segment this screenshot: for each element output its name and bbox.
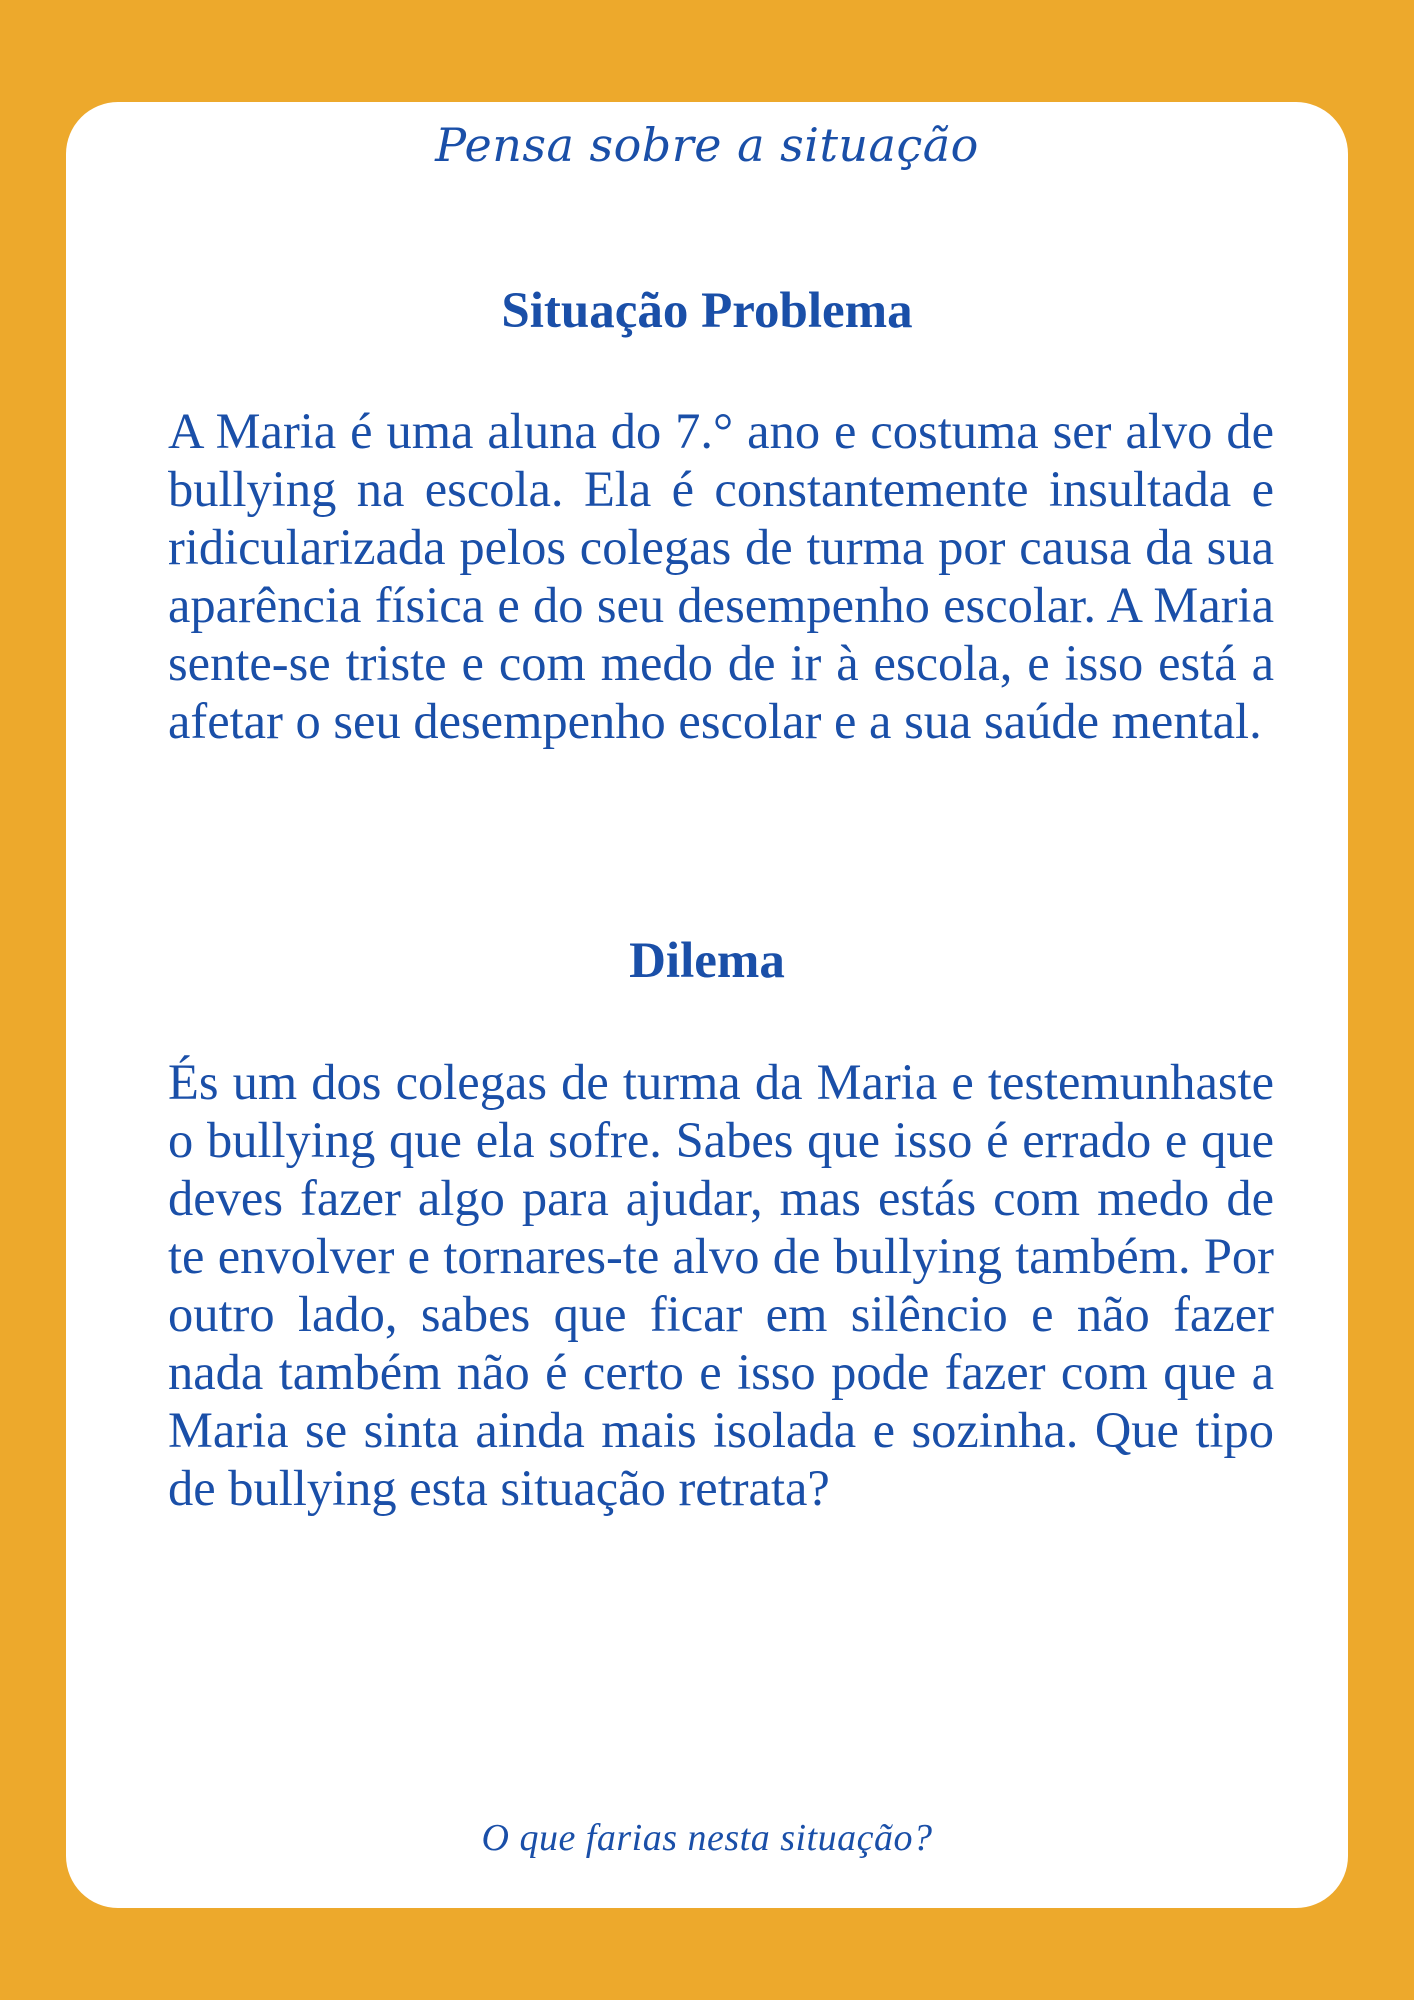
dilemma-text: És um dos colegas de turma da Maria e testemunhaste o bullying que ela sofre. Sabes que isso é errado e que deves fazer algo para ajudar, mas estás com medo de te envolver e tornares-te alvo de bullying também. Por outro lado, sabes que ficar em silêncio e não fazer nada também não é certo e isso pode fazer com que a Maria se sinta ainda mais isolada e sozinha. Que tipo de bullying esta situação retrata? — [168, 1054, 1274, 1516]
situation-card — [66, 102, 1348, 1908]
card-header-title: Pensa sobre a situação — [435, 118, 979, 172]
problem-text: A Maria é uma aluna do 7.° ano e costuma ser alvo de bullying na escola. Ela é constantemente insultada e ridicularizada pelos colegas de turma por causa da sua aparência física e do seu desempenho escolar. A Maria sente-se triste e com medo de ir à escola, e isso está a afetar o seu desempenho escolar e a sua saúde mental. — [168, 403, 1274, 749]
problem-heading: Situação Problema — [501, 283, 913, 339]
dilemma-heading: Dilema — [629, 933, 785, 989]
footer-question: O que farias nesta situação? — [481, 1817, 933, 1859]
